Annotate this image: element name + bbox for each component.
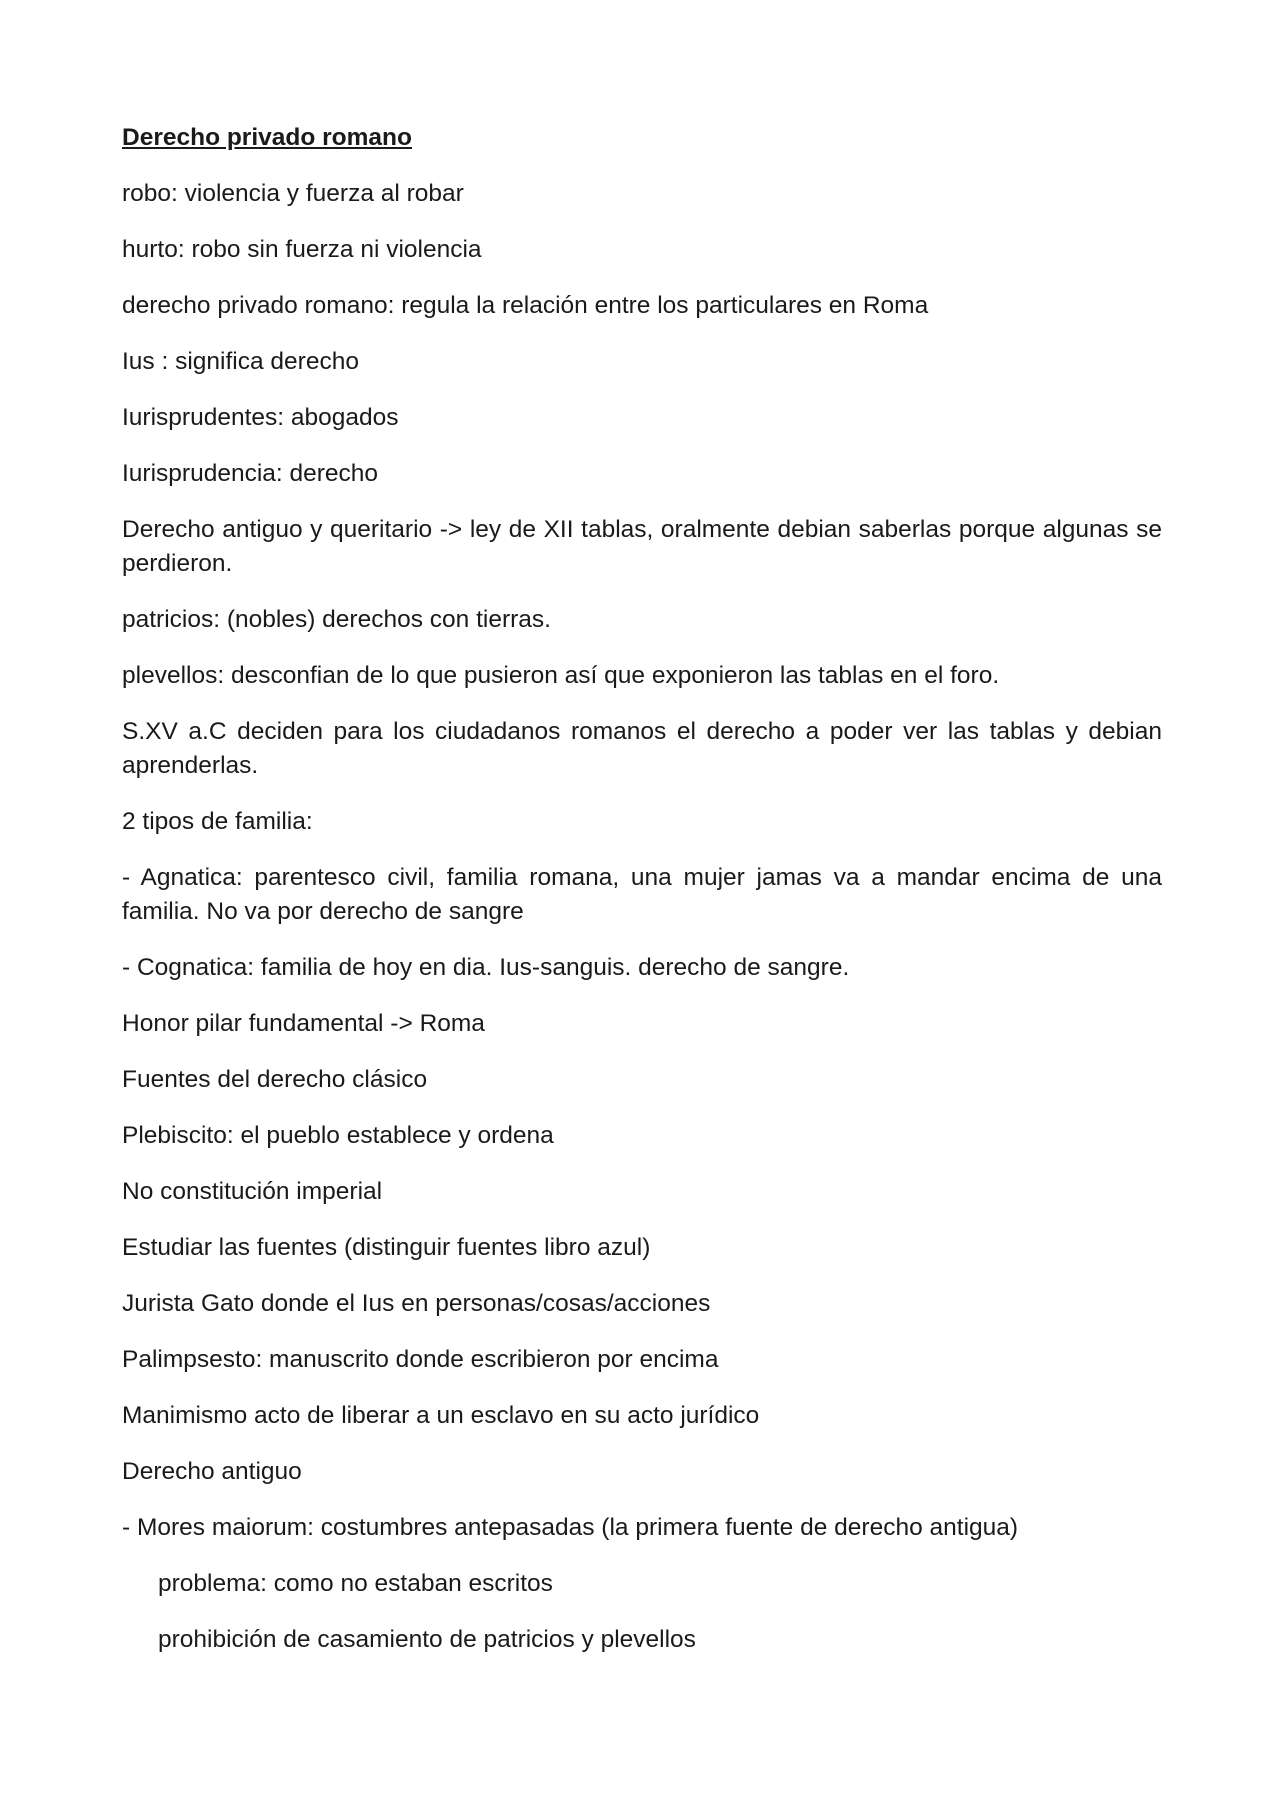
text-line: Jurista Gato donde el Ius en personas/cosas/acciones [122,1290,711,1317]
text-line: patricios: (nobles) derechos con tierras. [122,606,551,633]
text-line: Plebiscito: el pueblo establece y ordena [122,1122,554,1149]
text-line: Fuentes del derecho clásico [122,1066,428,1093]
text-line: Estudiar las fuentes (distinguir fuentes libro azul) [122,1234,651,1261]
text-line: - Cognatica: familia de hoy en dia. Ius-sanguis. derecho de sangre. [122,954,850,981]
text-line: - Agnatica: parentesco civil, familia romana, una mujer jamas va a mandar encima de una familia. No va por derecho de sangre [122,864,1162,925]
indented-text-line: prohibición de casamiento de patricios y plevellos [158,1626,696,1653]
document-title: Derecho privado romano [122,124,412,151]
text-line: Ius : significa derecho [122,348,359,375]
text-line: S.XV a.C deciden para los ciudadanos romanos el derecho a poder ver las tablas y debian aprenderlas. [122,718,1162,779]
text-line: Derecho antiguo [122,1458,302,1485]
text-line: Manimismo acto de liberar a un esclavo en su acto jurídico [122,1402,760,1429]
text-line: 2 tipos de familia: [122,808,313,835]
text-line: plevellos: desconfian de lo que pusieron así que exponieron las tablas en el foro. [122,662,1000,689]
indented-text-line: problema: como no estaban escritos [158,1570,553,1597]
text-line: - Mores maiorum: costumbres antepasadas (la primera fuente de derecho antigua) [122,1514,1019,1541]
text-line: Honor pilar fundamental -> Roma [122,1010,485,1037]
document-body [122,121,1162,1679]
text-line: No constitución imperial [122,1178,383,1205]
text-line: derecho privado romano: regula la relación entre los particulares en Roma [122,292,929,319]
text-line: Palimpsesto: manuscrito donde escribieron por encima [122,1346,719,1373]
text-line: Derecho antiguo y queritario -> ley de XII tablas, oralmente debian saberlas porque algunas se perdieron. [122,516,1162,577]
text-line: hurto: robo sin fuerza ni violencia [122,236,482,263]
text-line: Iurisprudencia: derecho [122,460,379,487]
text-line: robo: violencia y fuerza al robar [122,180,464,207]
text-line: Iurisprudentes: abogados [122,404,399,431]
